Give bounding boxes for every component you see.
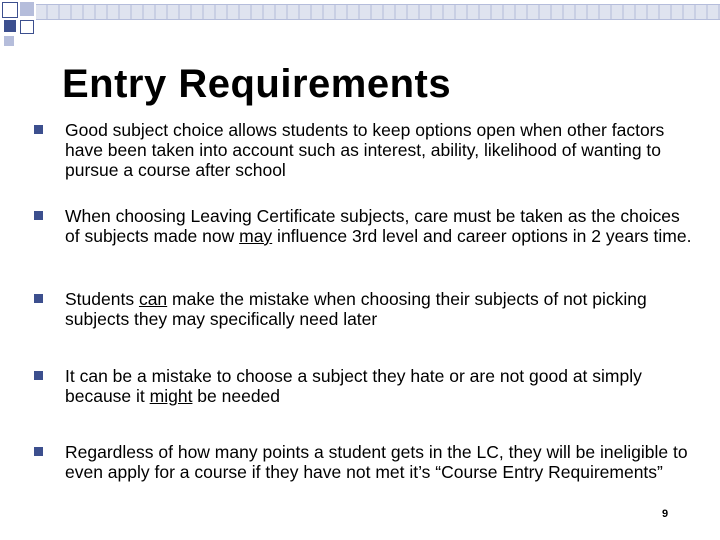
bullet-item [34, 366, 694, 406]
bullet-item [34, 206, 694, 246]
bullet-text: It can be a mistake to choose a subject they hate or are not good at simply because it might be needed [65, 366, 642, 406]
decorative-top-bar [36, 4, 720, 20]
decorative-square-icon [4, 20, 16, 32]
decorative-square-icon [4, 36, 14, 46]
decorative-header [0, 0, 720, 50]
page-number: 9 [662, 508, 669, 520]
bullet-item [34, 120, 694, 180]
bullet-text: Regardless of how many points a student gets in the LC, they will be ineligible to even apply for a course if they have not met it’s “Course Entry Requirements” [65, 442, 688, 482]
decorative-square-icon [2, 2, 18, 18]
bullet-text: When choosing Leaving Certificate subjects, care must be taken as the choices of subjects made now may influence 3rd level and career options in 2 years time. [65, 206, 692, 246]
bullet-text: Good subject choice allows students to keep options open when other factors have been taken into account such as interest, ability, likelihood of wanting to pursue a course after school [65, 120, 665, 180]
decorative-square-icon [20, 2, 34, 16]
bullet-item [34, 442, 694, 482]
underlined-word: might [149, 386, 193, 406]
bullet-list [34, 120, 694, 482]
decorative-square-icon [20, 20, 34, 34]
slide-title: Entry Requirements [62, 62, 452, 106]
underlined-word: may [239, 226, 273, 246]
square-bullet-icon [34, 211, 43, 220]
square-bullet-icon [34, 125, 43, 134]
underlined-word: can [138, 289, 168, 309]
square-bullet-icon [34, 294, 43, 303]
square-bullet-icon [34, 371, 43, 380]
square-bullet-icon [34, 447, 43, 456]
bullet-text: Students can make the mistake when choosing their subjects of not picking subjects they may specifically need later [65, 289, 647, 329]
bullet-item [34, 289, 694, 329]
